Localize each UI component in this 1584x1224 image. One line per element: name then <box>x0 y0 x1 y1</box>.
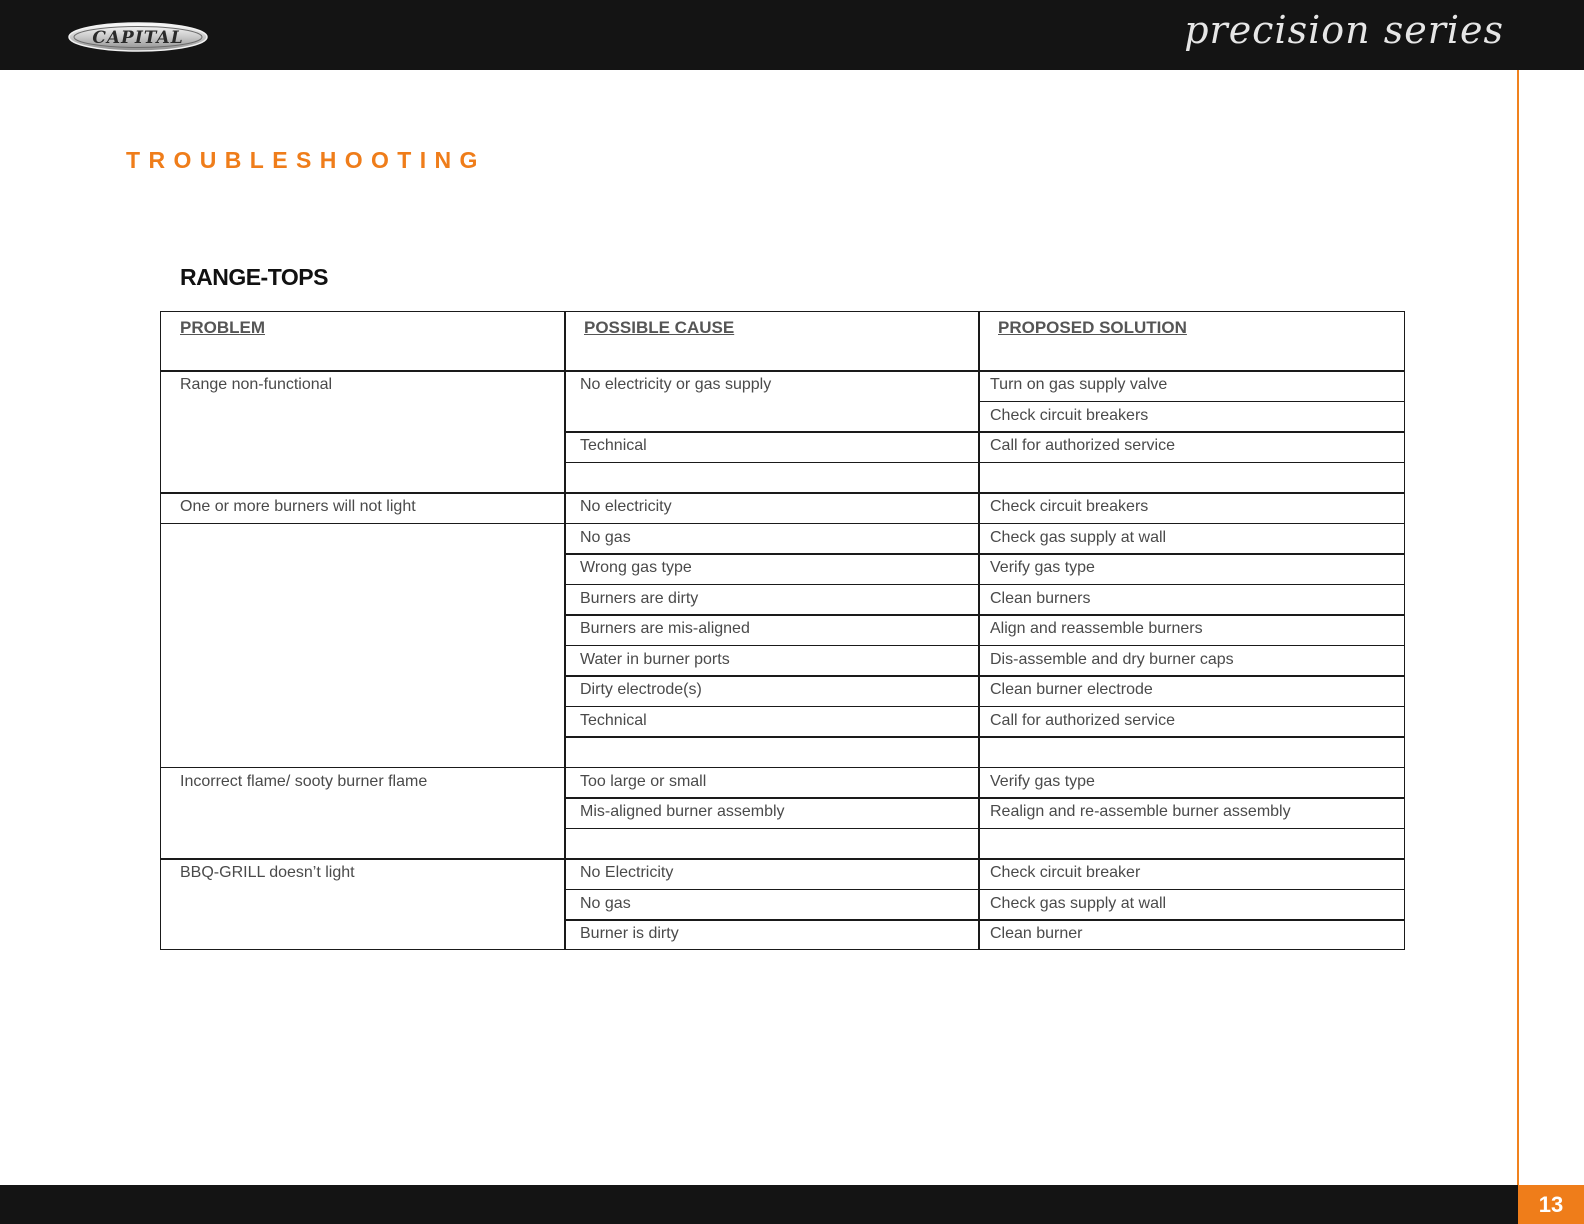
top-header-bar <box>0 0 1584 70</box>
orange-margin-rule <box>1517 70 1519 1185</box>
cause-cell: Mis-aligned burner assembly <box>580 803 785 820</box>
row-divider <box>564 919 1405 921</box>
bottom-footer-bar <box>0 1185 1584 1224</box>
cause-cell: Burners are dirty <box>580 589 699 607</box>
row-divider <box>160 858 1405 860</box>
solution-cell: Call for authorized service <box>990 437 1175 454</box>
solution-cell: Align and reassemble burners <box>990 620 1203 637</box>
troubleshooting-table <box>160 311 1405 950</box>
row-divider <box>160 767 1405 769</box>
cause-cell: No gas <box>580 894 631 912</box>
problem-cell: Incorrect flame/ sooty burner flame <box>180 772 428 790</box>
cause-cell: Technical <box>580 711 647 729</box>
sub-title: RANGE-TOPS <box>180 264 328 290</box>
cause-cell: No gas <box>580 528 631 546</box>
header-problem: PROBLEM <box>180 318 265 337</box>
row-divider <box>564 706 1405 708</box>
solution-cell: Clean burner electrode <box>990 681 1153 698</box>
solution-cell: Realign and re-assemble burner assembly <box>990 803 1291 820</box>
row-divider <box>564 797 1405 799</box>
row-divider <box>564 462 1405 464</box>
row-divider <box>978 401 1405 403</box>
row-divider <box>564 584 1405 586</box>
row-divider <box>564 614 1405 616</box>
precision-series-title: precision series <box>1184 8 1504 52</box>
row-divider <box>564 828 1405 830</box>
solution-cell: Check circuit breakers <box>990 498 1149 515</box>
cause-cell: Water in burner ports <box>580 650 730 668</box>
capital-logo <box>68 21 208 53</box>
row-divider <box>564 553 1405 555</box>
svg-text:CAPITAL: CAPITAL <box>92 28 184 48</box>
cause-cell: Burner is dirty <box>580 925 679 942</box>
solution-cell: Check circuit breaker <box>990 864 1141 881</box>
solution-cell: Check circuit breakers <box>990 406 1149 424</box>
problem-cell: One or more burners will not light <box>180 498 416 515</box>
solution-cell: Check gas supply at wall <box>990 528 1167 546</box>
cause-cell: Too large or small <box>580 772 707 790</box>
header-possible-cause: POSSIBLE CAUSE <box>584 318 735 337</box>
row-divider <box>564 675 1405 677</box>
row-divider <box>564 523 1405 525</box>
solution-cell: Dis-assemble and dry burner caps <box>990 650 1234 668</box>
table-frame <box>160 311 1405 950</box>
row-divider <box>564 736 1405 738</box>
column-divider <box>978 311 980 950</box>
row-divider <box>564 645 1405 647</box>
header-proposed-solution: PROPOSED SOLUTION <box>998 318 1187 337</box>
cause-cell: Wrong gas type <box>580 559 692 576</box>
cause-cell: No electricity or gas supply <box>580 376 772 393</box>
section-title: TROUBLESHOOTING <box>126 147 486 173</box>
problem-cell: BBQ-GRILL doesn’t light <box>180 864 355 881</box>
row-divider <box>160 492 1405 494</box>
cause-cell: No electricity <box>580 498 672 515</box>
row-divider <box>564 889 1405 891</box>
solution-cell: Verify gas type <box>990 559 1095 576</box>
solution-cell: Check gas supply at wall <box>990 894 1167 912</box>
row-divider <box>160 523 564 525</box>
solution-cell: Verify gas type <box>990 772 1095 790</box>
row-divider <box>160 370 1405 372</box>
cause-cell: No Electricity <box>580 864 674 881</box>
solution-cell: Call for authorized service <box>990 711 1175 729</box>
problem-cell: Range non-functional <box>180 376 333 393</box>
row-divider <box>564 431 1405 433</box>
cause-cell: Dirty electrode(s) <box>580 681 702 698</box>
solution-cell: Clean burners <box>990 589 1091 607</box>
cause-cell: Burners are mis-aligned <box>580 620 750 637</box>
column-divider <box>564 311 566 950</box>
solution-cell: Clean burner <box>990 925 1083 942</box>
cause-cell: Technical <box>580 437 647 454</box>
page-number-box <box>1518 1185 1584 1224</box>
page-number: 13 <box>1538 1192 1564 1217</box>
solution-cell: Turn on gas supply valve <box>990 376 1168 393</box>
